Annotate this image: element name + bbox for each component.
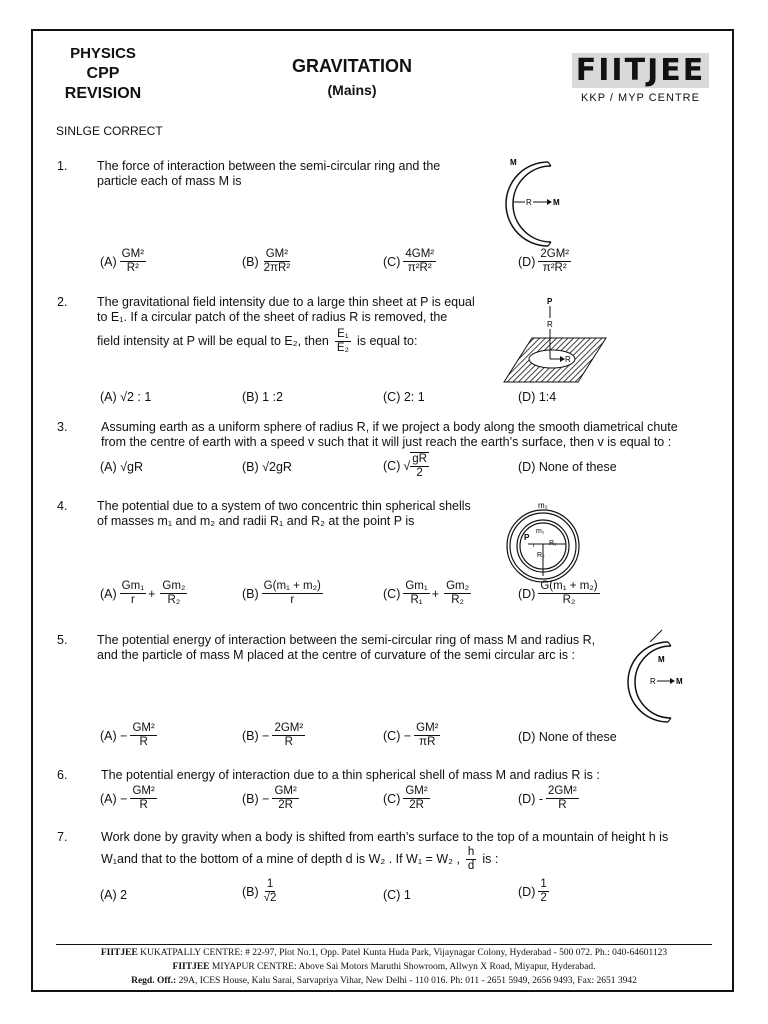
option-a[interactable]: (A) √gR	[100, 460, 143, 474]
option-c[interactable]: (C) $\frac{\text{4GM²}}{\text{π²R²}}$	[383, 248, 435, 274]
fiitjee-logo	[572, 53, 709, 88]
option-c[interactable]: (C) 1	[383, 888, 411, 902]
semicircular-ring-figure	[500, 156, 590, 248]
mass-label: M	[658, 655, 665, 664]
centre-label: KKP / MYP CENTRE	[581, 92, 700, 104]
question-number: 7.	[57, 830, 68, 844]
section-heading: SINLGE CORRECT	[56, 124, 163, 138]
r2-label: R₂	[537, 552, 545, 559]
question-text	[101, 420, 721, 450]
question-line: particle each of mass M is	[97, 174, 242, 188]
mass-label: M	[510, 158, 517, 167]
height-label: R	[547, 320, 553, 329]
particle-label: M	[676, 677, 683, 686]
option-d[interactable]: (D) None of these	[518, 460, 617, 474]
question-line: The force of interaction between the semi-circular ring and the	[97, 159, 441, 173]
ratio-numerator: h	[467, 846, 475, 858]
subject: PHYSICS	[70, 45, 136, 62]
question-line: is equal to:	[356, 334, 418, 348]
thin-sheet-figure	[502, 296, 610, 388]
option-c[interactable]: (C) $\frac{\text{Gm₁}}{\text{R₁}}$ + $\frac{\text{Gm₂}}{\text{R₂}}$	[383, 580, 470, 606]
question-number: 4.	[57, 499, 68, 513]
semicircular-ring-figure	[626, 628, 716, 732]
option-a[interactable]: (A) $\frac{\text{Gm₁}}{r}$ + $\frac{\text{Gm₂}}{\text{R₂}}$	[100, 580, 186, 606]
question-line: to E₁. If a circular patch of the sheet of radius R is removed, the	[97, 310, 448, 324]
question-number: 2.	[57, 295, 68, 309]
option-d[interactable]: (D) $\frac{\text{2GM²}}{\text{π²R²}}$	[518, 248, 570, 274]
radius-label: R	[526, 198, 532, 207]
option-b[interactable]: (B) $\frac{\text{GM²}}{\text{2πR²}}$	[242, 248, 291, 274]
radius-label: R	[565, 355, 571, 364]
footer-line-1: FIITJEE KUKATPALLY CENTRE: # 22-97, Plot No.1, Opp. Patel Kunta Huda Park, Vijaynagar Colony, Hyderabad - 500 072. Ph.: 040-64601123	[100, 948, 668, 958]
question-text	[101, 830, 719, 845]
ratio-denominator: d	[467, 860, 475, 872]
question-line: and the particle of mass M placed at the centre of curvature of the semi circular arc is :	[97, 648, 575, 662]
question-text	[97, 328, 417, 355]
footer-divider	[56, 944, 712, 945]
inner-mass-label: m₁	[536, 528, 545, 535]
question-line: The potential due to a system of two concentric thin spherical shells	[97, 499, 471, 513]
option-c[interactable]: (C) $\frac{\text{GM²}}{2R}$	[383, 785, 428, 811]
footer-line-3: Regd. Off.: 29A, ICES House, Kalu Sarai, Sarvapriya Vihar, New Delhi - 110 016. Ph: 011 - 2651 5949, 2656 9493, Fax: 2651 3942	[131, 976, 637, 986]
option-a[interactable]: (A) 2	[100, 888, 128, 902]
particle-label: M	[553, 198, 560, 207]
sheet-mode: REVISION	[64, 84, 142, 102]
question-line: Assuming earth as a uniform sphere of radius R, if we project a body along the smooth diametrical chute	[101, 420, 678, 434]
option-b[interactable]: (B) $\frac{\text{G(m₁ + m₂)}}{r}$	[242, 580, 321, 606]
option-b[interactable]: (B) √2gR	[242, 460, 292, 474]
option-b[interactable]: (B) $\frac{1}{√2}$	[242, 878, 277, 904]
question-text	[97, 633, 627, 663]
option-b[interactable]: (B) − $\frac{\text{GM²}}{2R}$	[242, 785, 297, 811]
point-label: P	[547, 297, 553, 306]
point-label: P	[524, 533, 530, 542]
option-d[interactable]: (D) $\frac{\text{G(m₁ + m₂)}}{\text{R₂}}$	[518, 580, 598, 606]
question-line: field intensity at P will be equal to E₂, then	[97, 334, 329, 348]
question-line: of masses m₁ and m₂ and radii R₁ and R₂ at the point P is	[97, 514, 415, 528]
ratio-numerator: E₁	[337, 328, 349, 340]
question-text	[97, 499, 497, 529]
question-number: 3.	[57, 420, 68, 434]
question-text	[97, 159, 487, 189]
option-c[interactable]: (C) − $\frac{\text{GM²}}{\pi R}$	[383, 722, 439, 748]
question-line: Work done by gravity when a body is shifted from earth’s surface to the top of a mountain of height h is	[101, 830, 669, 844]
footer-line-2: FIITJEE MIYAPUR CENTRE: Above Sai Motors Maruthi Showroom, Allwyn X Road, Miyapur, Hyderabad.	[172, 962, 596, 972]
r-label: r	[533, 543, 535, 549]
logo-text: FIITJEE	[575, 53, 706, 88]
concentric-shells-figure	[500, 500, 596, 584]
option-c[interactable]: (C) √ $\frac{gR}{2}$	[383, 453, 427, 479]
option-d[interactable]: (D) None of these	[518, 730, 617, 744]
page-subtitle: (Mains)	[327, 82, 377, 98]
question-line: The potential energy of interaction between the semi-circular ring of mass M and radius R,	[97, 633, 596, 647]
ratio-denominator: E₂	[336, 342, 349, 354]
outer-mass-label: m₂	[538, 501, 548, 510]
option-d[interactable]: (D) 1:4	[518, 390, 557, 404]
option-a[interactable]: (A) − $\frac{\text{GM²}}{R}$	[100, 722, 155, 748]
question-line: W₁and that to the bottom of a mine of depth d is W₂ . If W₁ = W₂ ,	[101, 852, 460, 866]
question-text	[97, 295, 492, 325]
option-a[interactable]: (A) √2 : 1	[100, 390, 152, 404]
option-b[interactable]: (B) 1 :2	[242, 390, 283, 404]
option-b[interactable]: (B) − $\frac{\text{2GM²}}{R}$	[242, 722, 304, 748]
question-number: 1.	[57, 159, 68, 173]
question-number: 5.	[57, 633, 68, 647]
option-d[interactable]: (D) - $\frac{\text{2GM²}}{R}$	[518, 785, 577, 811]
question-number: 6.	[57, 768, 68, 782]
question-text	[101, 846, 498, 873]
question-line: from the centre of earth with a speed v such that it will just reach the earth’s surface, then v is equal to :	[101, 435, 672, 449]
radius-label: R	[650, 677, 656, 686]
page-title: GRAVITATION	[292, 56, 412, 76]
option-a[interactable]: (A) − $\frac{\text{GM²}}{R}$	[100, 785, 155, 811]
option-c[interactable]: (C) 2: 1	[383, 390, 425, 404]
sheet-type: CPP	[86, 64, 120, 82]
option-d[interactable]: (D) $\frac{1}{2}$	[518, 878, 547, 904]
question-text	[101, 768, 701, 783]
r1-label: R₁	[549, 540, 557, 547]
question-line: The gravitational field intensity due to a large thin sheet at P is equal	[97, 295, 475, 309]
option-a[interactable]: (A) $\frac{\text{GM²}}{\text{R²}}$	[100, 248, 145, 274]
question-line: The potential energy of interaction due to a thin spherical shell of mass M and radius R is :	[101, 768, 600, 782]
header-left-block	[60, 45, 146, 104]
question-line: is :	[482, 852, 499, 866]
